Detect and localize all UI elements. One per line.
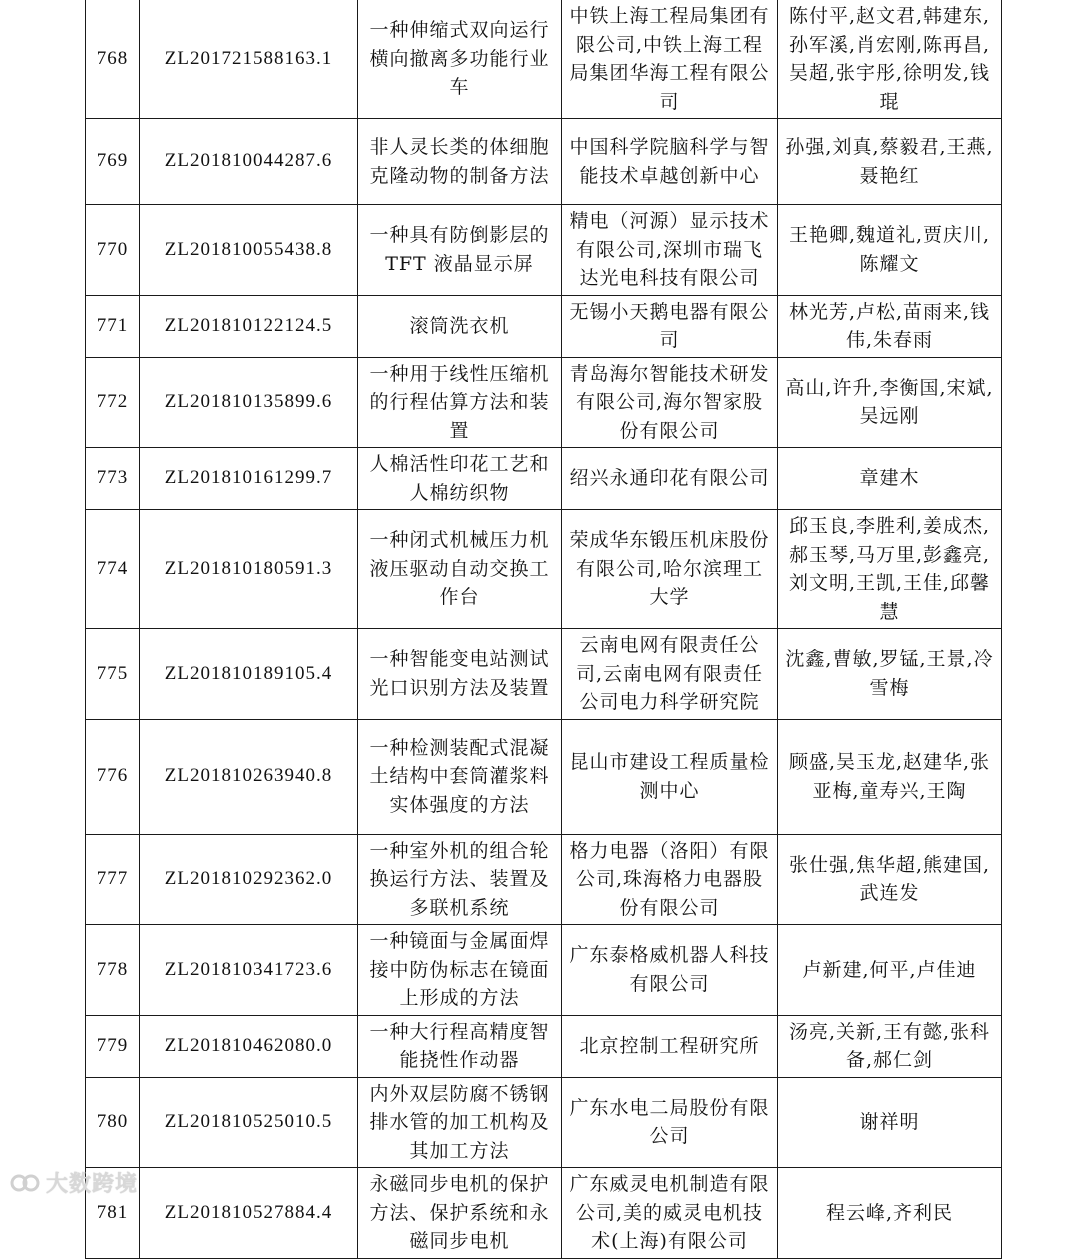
patent-title: 内外双层防腐不锈钢排水管的加工机构及其加工方法 (358, 1077, 562, 1168)
table-row (86, 719, 1002, 834)
inventors: 汤亮,关新,王有懿,张科备,郝仁剑 (778, 1015, 1002, 1077)
row-number: 768 (86, 0, 140, 119)
row-number: 778 (86, 925, 140, 1016)
row-number: 770 (86, 205, 140, 296)
patent-holder: 北京控制工程研究所 (562, 1015, 778, 1077)
patent-holder: 精电（河源）显示技术有限公司,深圳市瑞飞达光电科技有限公司 (562, 205, 778, 296)
inventors: 沈鑫,曹敏,罗锰,王景,冷雪梅 (778, 629, 1002, 720)
inventors: 林光芳,卢松,苗雨来,钱伟,朱春雨 (778, 295, 1002, 357)
patent-number: ZL201810527884.4 (140, 1168, 358, 1259)
table-row (86, 1015, 1002, 1077)
patent-holder: 广东泰格威机器人科技有限公司 (562, 925, 778, 1016)
patent-number: ZL201810462080.0 (140, 1015, 358, 1077)
table-row (86, 0, 1002, 119)
patent-title: 一种智能变电站测试光口识别方法及装置 (358, 629, 562, 720)
patent-title: 一种伸缩式双向运行横向撤离多功能行业车 (358, 0, 562, 119)
patent-number: ZL201810044287.6 (140, 119, 358, 205)
patent-holder: 格力电器（洛阳）有限公司,珠海格力电器股份有限公司 (562, 834, 778, 925)
row-number: 773 (86, 448, 140, 510)
row-number: 779 (86, 1015, 140, 1077)
inventors: 王艳卿,魏道礼,贾庆川,陈耀文 (778, 205, 1002, 296)
patent-holder: 广东威灵电机制造有限公司,美的威灵电机技术(上海)有限公司 (562, 1168, 778, 1259)
brand-logo-icon (10, 1171, 40, 1195)
inventors: 张仕强,焦华超,熊建国,武连发 (778, 834, 1002, 925)
patent-title: 永磁同步电机的保护方法、保护系统和永磁同步电机 (358, 1168, 562, 1259)
inventors: 孙强,刘真,蔡毅君,王燕,聂艳红 (778, 119, 1002, 205)
patent-number: ZL201810180591.3 (140, 510, 358, 629)
patent-title: 一种检测装配式混凝土结构中套筒灌浆料实体强度的方法 (358, 719, 562, 834)
row-number: 780 (86, 1077, 140, 1168)
table-row (86, 295, 1002, 357)
inventors: 邱玉良,李胜利,姜成杰,郝玉琴,马万里,彭鑫亮,刘文明,王凯,王佳,邱馨慧 (778, 510, 1002, 629)
watermark-text: 大数跨境 (46, 1172, 139, 1197)
table-row (86, 119, 1002, 205)
patent-title: 一种室外机的组合轮换运行方法、装置及多联机系统 (358, 834, 562, 925)
patent-holder: 昆山市建设工程质量检测中心 (562, 719, 778, 834)
table-row (86, 629, 1002, 720)
table-row (86, 925, 1002, 1016)
patent-title: 滚筒洗衣机 (358, 295, 562, 357)
patent-title: 一种用于线性压缩机的行程估算方法和装置 (358, 357, 562, 448)
row-number: 771 (86, 295, 140, 357)
table-row (86, 834, 1002, 925)
inventors: 谢祥明 (778, 1077, 1002, 1168)
row-number: 772 (86, 357, 140, 448)
patent-title: 一种大行程高精度智能挠性作动器 (358, 1015, 562, 1077)
patent-number: ZL201810292362.0 (140, 834, 358, 925)
patent-holder: 青岛海尔智能技术研发有限公司,海尔智家股份有限公司 (562, 357, 778, 448)
patent-table (85, 0, 1002, 1259)
patent-holder: 中国科学院脑科学与智能技术卓越创新中心 (562, 119, 778, 205)
row-number: 774 (86, 510, 140, 629)
row-number: 775 (86, 629, 140, 720)
row-number: 776 (86, 719, 140, 834)
table-row (86, 1077, 1002, 1168)
patent-title: 一种镜面与金属面焊接中防伪标志在镜面上形成的方法 (358, 925, 562, 1016)
table-row (86, 448, 1002, 510)
patent-number: ZL201810263940.8 (140, 719, 358, 834)
patent-number: ZL201810055438.8 (140, 205, 358, 296)
row-number: 769 (86, 119, 140, 205)
patent-number: ZL201721588163.1 (140, 0, 358, 119)
patent-title: 一种闭式机械压力机液压驱动自动交换工作台 (358, 510, 562, 629)
patent-number: ZL201810341723.6 (140, 925, 358, 1016)
patent-number: ZL201810189105.4 (140, 629, 358, 720)
patent-title: 人棉活性印花工艺和人棉纺织物 (358, 448, 562, 510)
inventors: 卢新建,何平,卢佳迪 (778, 925, 1002, 1016)
patent-number: ZL201810525010.5 (140, 1077, 358, 1168)
patent-title: 一种具有防倒影层的 TFT 液晶显示屏 (358, 205, 562, 296)
patent-holder: 云南电网有限责任公司,云南电网有限责任公司电力科学研究院 (562, 629, 778, 720)
table-row (86, 357, 1002, 448)
inventors: 章建木 (778, 448, 1002, 510)
table-row (86, 1168, 1002, 1259)
inventors: 陈付平,赵文君,韩建东,孙军溪,肖宏刚,陈再昌,吴超,张宇彤,徐明发,钱琨 (778, 0, 1002, 119)
patent-number: ZL201810135899.6 (140, 357, 358, 448)
patent-number: ZL201810122124.5 (140, 295, 358, 357)
table-row (86, 205, 1002, 296)
patent-number: ZL201810161299.7 (140, 448, 358, 510)
inventors: 顾盛,吴玉龙,赵建华,张亚梅,童寿兴,王陶 (778, 719, 1002, 834)
row-number: 777 (86, 834, 140, 925)
patent-holder: 荣成华东锻压机床股份有限公司,哈尔滨理工大学 (562, 510, 778, 629)
inventors: 高山,许升,李衡国,宋斌,吴远刚 (778, 357, 1002, 448)
table-row (86, 510, 1002, 629)
watermark (10, 1167, 138, 1198)
patent-holder: 绍兴永通印花有限公司 (562, 448, 778, 510)
row-number: 781 (86, 1168, 140, 1259)
inventors: 程云峰,齐利民 (778, 1168, 1002, 1259)
patent-holder: 中铁上海工程局集团有限公司,中铁上海工程局集团华海工程有限公司 (562, 0, 778, 119)
patent-title: 非人灵长类的体细胞克隆动物的制备方法 (358, 119, 562, 205)
patent-holder: 无锡小天鹅电器有限公司 (562, 295, 778, 357)
patent-holder: 广东水电二局股份有限公司 (562, 1077, 778, 1168)
